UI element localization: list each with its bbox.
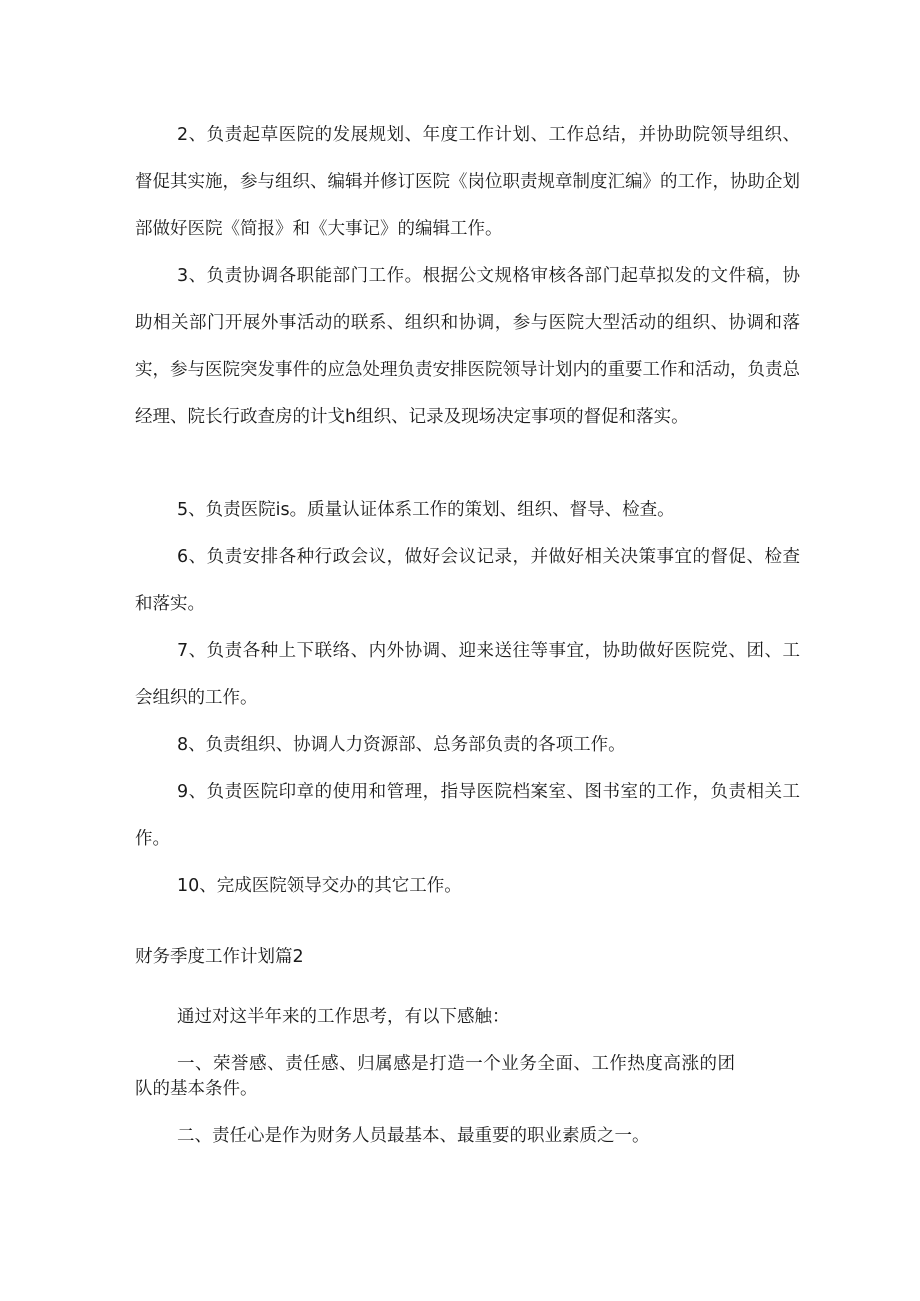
paragraph-item-2: 2、负责起草医院的发展规划、年度工作计划、工作总结，并协助院领导组织、督促其实施，参与组织、编辑并修订医院《岗位职责规章制度汇编》的工作，协助企划部做好医院《简报》和《大事记》的编辑工作。 [135, 125, 800, 239]
paragraph-item-8: 8、负责组织、协调人力资源部、总务部负责的各项工作。 [177, 735, 626, 755]
paragraph-item-9: 9、负责医院印章的使用和管理，指导医院档案室、图书室的工作，负责相关工作。 [135, 782, 800, 849]
paragraph-item-5: 5、负责医院is。质量认证体系工作的策划、组织、督导、检查。 [177, 500, 675, 520]
section-paragraph-2: 一、荣誉感、责任感、归属感是打造一个业务全面、工作热度高涨的团队的基本条件。 [135, 1054, 735, 1099]
paragraph-item-10: 10、完成医院领导交办的其它工作。 [177, 876, 462, 896]
section-paragraph-1: 通过对这半年来的工作思考，有以下感触： [177, 1007, 510, 1027]
paragraph-item-6: 6、负责安排各种行政会议，做好会议记录，并做好相关决策事宜的督促、检查和落实。 [135, 547, 800, 614]
paragraph-item-3: 3、负责协调各职能部门工作。根据公文规格审核各部门起草拟发的文件稿，协助相关部门开展外事活动的联系、组织和协调，参与医院大型活动的组织、协调和落实，参与医院突发事件的应急处理负责安排医院领导计划内的重要工作和活动，负责总经理、院长行政查房的计戈h组织、记录及现场决定事项的督促和落实。 [135, 266, 800, 427]
paragraph-item-7: 7、负责各种上下联络、内外协调、迎来送往等事宜，协助做好医院党、团、工会组织的工作。 [135, 641, 800, 708]
section-title: 财务季度工作计划篇2 [135, 947, 304, 967]
section-paragraph-3: 二、责任心是作为财务人员最基本、最重要的职业素质之一。 [177, 1126, 650, 1146]
